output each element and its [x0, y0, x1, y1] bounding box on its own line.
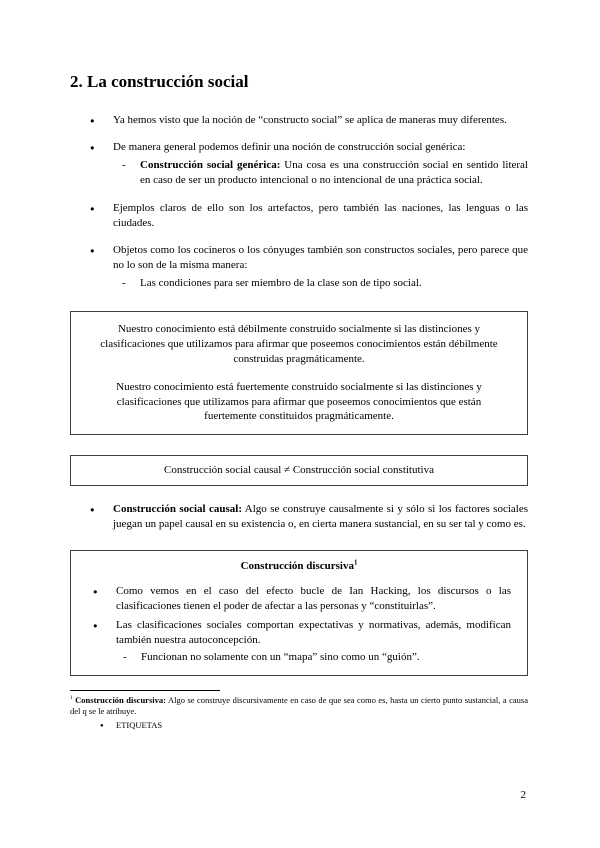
footnote-definition: Algo se construye discursivamente en caso de que sea como es, hasta un cierto punto sustancial, a causa del q se le atribuye.	[70, 694, 529, 717]
bullet-icon: ●	[90, 505, 95, 515]
bullet-text: Como vemos en el caso del efecto bucle de Ian Hacking, los discursos o las clasificaciones tienen el poder de afectar a las personas y “constituirlas”.	[116, 585, 511, 613]
list-item	[93, 618, 511, 648]
list-item	[90, 140, 528, 155]
sub-bullet-text: Funcionan no solamente con un “mapa” sino como un “guión”.	[141, 651, 420, 664]
bullet-text: Las clasificaciones sociales comportan expectativas y normativas, además, modifican también nuestra autoconcepción.	[116, 619, 511, 647]
box-title	[87, 559, 511, 574]
dash-icon: -	[122, 159, 126, 172]
discursive-construction-box	[70, 550, 528, 676]
footnote-list-item	[100, 720, 528, 731]
bullet-text: De manera general podemos definir una noción de construcción social genérica:	[113, 141, 466, 154]
page-title: 2. La construcción social	[70, 72, 249, 91]
bullet-icon: ●	[90, 203, 95, 213]
page-number: 2	[520, 789, 526, 801]
dash-icon: -	[123, 651, 127, 664]
bullet-icon: ●	[90, 116, 95, 126]
knowledge-construction-box	[70, 311, 528, 436]
term-label: Construcción social genérica:	[140, 159, 281, 172]
footnote	[70, 695, 528, 731]
list-item	[90, 502, 528, 532]
bullet-icon: ●	[100, 722, 104, 729]
footnote-reference: 1	[353, 559, 358, 567]
bullet-text: Objetos como los cocineros o los cónyuges también son constructos sociales, pero parece que no lo son de la misma manera:	[113, 243, 528, 271]
dash-icon: -	[122, 276, 126, 289]
bullet-icon: ●	[93, 587, 98, 597]
bullet-icon: ●	[90, 245, 95, 255]
footnote-bullet-text: ETIQUETAS	[116, 719, 163, 730]
footnote-text	[70, 695, 528, 718]
sub-bullet-text: Las condiciones para ser miembro de la clase son de tipo social.	[140, 276, 422, 289]
term-definition: Algo se construye causalmente si y sólo si los factores sociales juegan un papel causal en su existencia o, en cierta manera sustancial, en su ser tal y como es.	[113, 503, 528, 531]
bullet-text: Ya hemos visto que la noción de “constructo social” se aplica de maneras muy diferentes.	[113, 114, 507, 127]
term-definition: Una cosa es una construcción social en sentido literal en caso de ser un producto intencional o no intencional de una práctica social.	[140, 159, 528, 186]
bullet-text: Ejemplos claros de ello son los artefactos, pero también las naciones, las lenguas o las ciudades.	[113, 201, 528, 229]
box-paragraph: Nuestro conocimiento está débilmente construido socialmente si las distinciones y clasificaciones que utilizamos para afirmar que poseemos conocimientos están débilmente construidas pragmáticamente.	[100, 322, 498, 365]
bullet-icon: ●	[90, 143, 95, 153]
sub-list-item	[122, 276, 528, 291]
sub-bullet-text	[140, 158, 528, 188]
list-item	[90, 201, 528, 231]
box-paragraph: Nuestro conocimiento está fuertemente construido socialmente si las distinciones y clasificaciones que utilizamos para afirmar que poseemos conocimientos que están fuertemente constituidos pragmáticamente.	[116, 380, 482, 423]
sub-list-item	[123, 650, 511, 665]
box-statement: Construcción social causal ≠ Construcción social constitutiva	[164, 464, 434, 477]
footnote-term: Construcción discursiva:	[75, 694, 166, 705]
footnote-divider	[70, 690, 220, 691]
list-item	[90, 113, 528, 128]
sub-list-item	[122, 158, 528, 188]
term-label: Construcción social causal:	[113, 503, 243, 516]
causal-vs-constitutive-box	[70, 455, 528, 486]
list-item	[93, 584, 511, 614]
bullet-icon: ●	[93, 621, 98, 631]
box-title-text: Construcción discursiva	[240, 560, 354, 573]
footnote-number: 1	[70, 695, 73, 702]
bullet-text	[113, 502, 528, 532]
list-item	[90, 243, 528, 273]
